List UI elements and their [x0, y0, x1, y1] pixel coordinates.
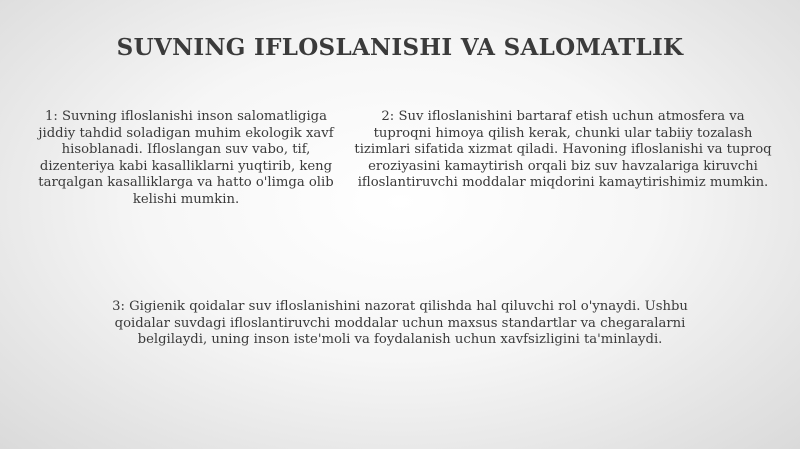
slide-title: SUVNING IFLOSLANISHI VA SALOMATLIK: [116, 34, 684, 61]
paragraph-3: 3: Gigienik qoidalar suv ifloslanishini nazorat qilishda hal qiluvchi rol o'ynaydi. Ushbu qoidalar suvdagi ifloslantiruvchi moddalar uchun maxsus standartlar va chegaralarni belgilaydi, uning inson iste'moli va foydalanish uchun xavfsizligini ta'minlaydi.: [112, 299, 688, 348]
paragraph-2: 2: Suv ifloslanishini bartaraf etish uchun atmosfera va tuproqni himoya qilish kerak, chunki ular tabiiy tozalash tizimlari sifatida xizmat qiladi. Havoning ifloslanishi va tuproq eroziyasini kamaytirish orqali biz suv havzalariga kiruvchi ifloslantiruvchi moddalar miqdorini kamaytirishimiz mumkin.: [354, 109, 772, 191]
paragraph-1: 1: Suvning ifloslanishi inson salomatligiga jiddiy tahdid soladigan muhim ekologik xavf hisoblanadi. Ifloslangan suv vabo, tif, dizenteriya kabi kasalliklarni yuqtirib, keng tarqalgan kasalliklarga va hatto o'limga olib kelishi mumkin.: [38, 109, 334, 207]
